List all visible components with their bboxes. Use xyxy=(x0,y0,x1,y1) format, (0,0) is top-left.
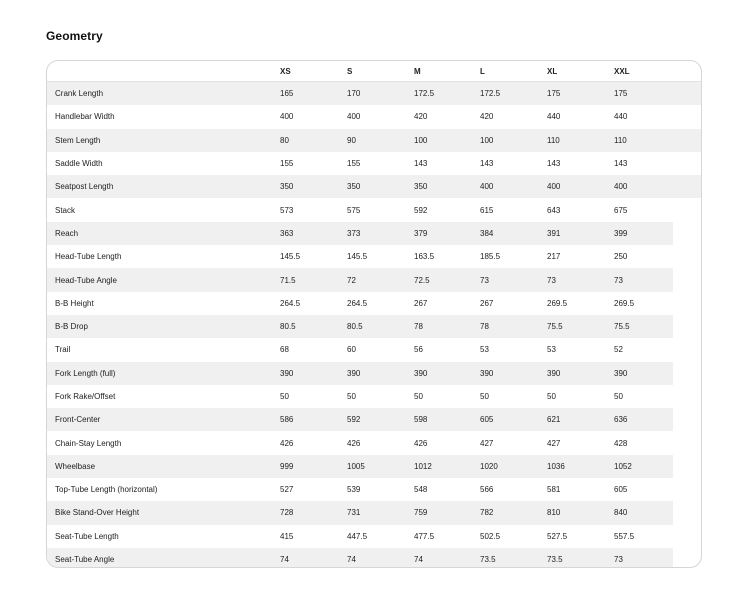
row-value-l: 384 xyxy=(480,228,494,238)
row-value-xs: 426 xyxy=(280,438,294,448)
row-value-l: 100 xyxy=(480,135,494,145)
row-value-m: 143 xyxy=(414,159,428,169)
row-value-m: 100 xyxy=(414,135,428,145)
row-background xyxy=(47,175,702,198)
row-value-xxl: 390 xyxy=(614,368,628,378)
table-row xyxy=(47,501,701,524)
row-value-xxl: 557.5 xyxy=(614,531,635,541)
table-row xyxy=(47,222,701,245)
row-label: Fork Length (full) xyxy=(55,368,116,378)
row-label: Bike Stand-Over Height xyxy=(55,508,140,518)
row-value-l: 267 xyxy=(480,298,494,308)
table-row xyxy=(47,175,701,198)
row-value-l: 427 xyxy=(480,438,494,448)
table-row xyxy=(47,268,701,291)
row-value-xxl: 636 xyxy=(614,415,628,425)
row-value-xs: 728 xyxy=(280,508,294,518)
row-label: B-B Drop xyxy=(55,322,88,332)
row-value-xl: 440 xyxy=(547,112,561,122)
row-value-xs: 80.5 xyxy=(280,322,296,332)
row-value-m: 1012 xyxy=(414,461,432,471)
row-value-l: 73.5 xyxy=(480,555,496,565)
row-label: Head-Tube Length xyxy=(55,252,122,262)
row-value-xl: 427 xyxy=(547,438,561,448)
row-value-xl: 217 xyxy=(547,252,561,262)
row-value-l: 1020 xyxy=(480,461,498,471)
row-label: Wheelbase xyxy=(55,461,96,471)
table-body xyxy=(47,82,701,568)
row-background xyxy=(47,548,673,568)
row-value-xs: 264.5 xyxy=(280,298,301,308)
row-value-xs: 155 xyxy=(280,159,294,169)
table-row xyxy=(47,315,701,338)
row-value-xs: 586 xyxy=(280,415,294,425)
row-value-l: 53 xyxy=(480,345,489,355)
row-value-s: 1005 xyxy=(347,461,365,471)
row-value-l: 502.5 xyxy=(480,531,501,541)
row-value-xxl: 73 xyxy=(614,555,623,565)
row-value-s: 731 xyxy=(347,508,361,518)
table-row xyxy=(47,338,701,361)
row-value-xs: 80 xyxy=(280,135,289,145)
row-value-s: 90 xyxy=(347,135,356,145)
row-value-s: 170 xyxy=(347,89,361,99)
row-value-xs: 50 xyxy=(280,392,289,401)
row-value-xl: 73.5 xyxy=(547,555,563,565)
row-value-xl: 527.5 xyxy=(547,531,568,541)
row-value-xl: 53 xyxy=(547,345,556,355)
row-value-s: 539 xyxy=(347,485,361,495)
row-value-xl: 621 xyxy=(547,415,561,425)
row-value-l: 782 xyxy=(480,508,494,518)
row-label: Top-Tube Length (horizontal) xyxy=(55,485,158,495)
row-label: Seat-Tube Length xyxy=(55,531,119,541)
row-value-s: 264.5 xyxy=(347,298,368,308)
row-value-xxl: 250 xyxy=(614,252,628,262)
row-value-xxl: 75.5 xyxy=(614,322,630,332)
table-row xyxy=(47,362,701,385)
row-value-s: 400 xyxy=(347,112,361,122)
row-value-xs: 390 xyxy=(280,368,294,378)
row-value-m: 74 xyxy=(414,555,423,565)
row-label: Trail xyxy=(55,345,71,355)
table-row xyxy=(47,385,701,408)
row-value-xs: 145.5 xyxy=(280,252,301,262)
row-label: B-B Height xyxy=(55,298,94,308)
table-row xyxy=(47,105,701,128)
row-value-m: 477.5 xyxy=(414,531,435,541)
row-value-xs: 71.5 xyxy=(280,275,296,285)
row-value-xs: 415 xyxy=(280,531,294,541)
row-background xyxy=(47,268,673,291)
row-value-xs: 68 xyxy=(280,345,289,355)
page-title: Geometry xyxy=(46,29,103,43)
row-label: Seatpost Length xyxy=(55,182,114,192)
row-value-m: 420 xyxy=(414,112,428,122)
table-row xyxy=(47,292,701,315)
row-value-xxl: 440 xyxy=(614,112,628,122)
row-value-m: 350 xyxy=(414,182,428,192)
row-value-l: 78 xyxy=(480,322,489,332)
row-value-xl: 400 xyxy=(547,182,561,192)
row-value-l: 605 xyxy=(480,415,494,425)
row-value-l: 400 xyxy=(480,182,494,192)
row-value-m: 426 xyxy=(414,438,428,448)
row-value-xxl: 1052 xyxy=(614,461,632,471)
table-row xyxy=(47,548,701,568)
row-value-l: 73 xyxy=(480,275,489,285)
row-value-xxl: 143 xyxy=(614,159,628,169)
row-background xyxy=(47,82,702,105)
row-value-s: 350 xyxy=(347,182,361,192)
table-row xyxy=(47,82,701,105)
row-value-s: 50 xyxy=(347,392,356,401)
row-value-l: 420 xyxy=(480,112,494,122)
row-value-s: 74 xyxy=(347,555,356,565)
row-value-l: 566 xyxy=(480,485,494,495)
row-value-xl: 643 xyxy=(547,205,561,215)
row-value-xxl: 605 xyxy=(614,485,628,495)
row-value-s: 145.5 xyxy=(347,252,368,262)
row-value-m: 163.5 xyxy=(414,252,435,262)
row-label: Head-Tube Angle xyxy=(55,275,117,285)
row-value-xl: 175 xyxy=(547,89,561,99)
row-value-xl: 73 xyxy=(547,275,556,285)
row-value-xxl: 52 xyxy=(614,345,623,355)
row-value-xl: 390 xyxy=(547,368,561,378)
header-cell-xs: XS xyxy=(280,66,291,76)
row-value-m: 172.5 xyxy=(414,89,435,99)
row-value-s: 426 xyxy=(347,438,361,448)
row-value-m: 598 xyxy=(414,415,428,425)
geometry-table[interactable] xyxy=(46,60,702,568)
row-value-xl: 581 xyxy=(547,485,561,495)
row-value-m: 390 xyxy=(414,368,428,378)
row-value-xxl: 428 xyxy=(614,438,628,448)
row-value-xs: 527 xyxy=(280,485,294,495)
row-value-xxl: 840 xyxy=(614,508,628,518)
row-value-xs: 400 xyxy=(280,112,294,122)
table-row xyxy=(47,152,701,175)
table-row xyxy=(47,198,701,221)
row-value-xxl: 110 xyxy=(614,135,627,145)
row-value-l: 172.5 xyxy=(480,89,501,99)
row-value-s: 72 xyxy=(347,275,356,285)
row-value-xs: 165 xyxy=(280,89,294,99)
row-value-s: 447.5 xyxy=(347,531,368,541)
header-cell-xxl: XXL xyxy=(614,66,630,76)
table-header-row xyxy=(47,61,701,82)
row-value-m: 50 xyxy=(414,392,423,401)
table-row xyxy=(47,478,701,501)
row-label: Seat-Tube Angle xyxy=(55,555,115,565)
row-label: Front-Center xyxy=(55,415,101,425)
row-value-m: 56 xyxy=(414,345,423,355)
row-background xyxy=(47,105,702,128)
row-value-s: 390 xyxy=(347,368,361,378)
row-value-xxl: 399 xyxy=(614,228,628,238)
row-label: Fork Rake/Offset xyxy=(55,392,116,401)
table-row xyxy=(47,408,701,431)
row-value-l: 185.5 xyxy=(480,252,501,262)
row-value-s: 373 xyxy=(347,228,361,238)
row-value-l: 390 xyxy=(480,368,494,378)
row-value-l: 50 xyxy=(480,392,489,401)
row-background xyxy=(47,385,673,408)
table-row xyxy=(47,455,701,478)
row-value-xs: 350 xyxy=(280,182,294,192)
row-value-m: 759 xyxy=(414,508,428,518)
header-cell-m: M xyxy=(414,66,421,76)
row-value-xs: 573 xyxy=(280,205,294,215)
row-label: Chain-Stay Length xyxy=(55,438,122,448)
row-value-xs: 999 xyxy=(280,461,294,471)
row-value-xl: 1036 xyxy=(547,461,565,471)
row-value-m: 592 xyxy=(414,205,428,215)
row-label: Reach xyxy=(55,228,79,238)
row-value-xxl: 73 xyxy=(614,275,623,285)
row-value-xxl: 400 xyxy=(614,182,628,192)
row-value-xs: 363 xyxy=(280,228,294,238)
row-value-xl: 810 xyxy=(547,508,561,518)
row-value-s: 80.5 xyxy=(347,322,363,332)
table-row xyxy=(47,525,701,548)
row-value-xl: 143 xyxy=(547,159,561,169)
row-value-l: 143 xyxy=(480,159,494,169)
row-background xyxy=(47,152,702,175)
row-value-xl: 110 xyxy=(547,135,560,145)
row-label: Stem Length xyxy=(55,135,101,145)
table-row xyxy=(47,431,701,454)
row-value-xl: 50 xyxy=(547,392,556,401)
row-value-xl: 391 xyxy=(547,228,561,238)
row-label: Handlebar Width xyxy=(55,112,115,122)
header-cell-xl: XL xyxy=(547,66,558,76)
row-value-m: 78 xyxy=(414,322,423,332)
row-value-l: 615 xyxy=(480,205,494,215)
header-cell-l: L xyxy=(480,66,485,76)
row-label: Crank Length xyxy=(55,89,104,99)
row-value-m: 72.5 xyxy=(414,275,430,285)
row-value-s: 575 xyxy=(347,205,361,215)
row-value-xl: 75.5 xyxy=(547,322,563,332)
row-value-xxl: 269.5 xyxy=(614,298,635,308)
row-value-s: 155 xyxy=(347,159,361,169)
row-value-xs: 74 xyxy=(280,555,289,565)
row-label: Saddle Width xyxy=(55,159,103,169)
row-value-xl: 269.5 xyxy=(547,298,568,308)
table-row xyxy=(47,129,701,152)
row-value-xxl: 675 xyxy=(614,205,628,215)
row-value-xxl: 50 xyxy=(614,392,623,401)
table-row xyxy=(47,245,701,268)
row-value-m: 379 xyxy=(414,228,428,238)
row-label: Stack xyxy=(55,205,76,215)
row-value-m: 548 xyxy=(414,485,428,495)
row-value-m: 267 xyxy=(414,298,428,308)
row-background xyxy=(47,129,702,152)
header-cell-s: S xyxy=(347,66,353,76)
row-background xyxy=(47,198,702,221)
row-background xyxy=(47,338,673,361)
row-value-s: 592 xyxy=(347,415,361,425)
row-value-xxl: 175 xyxy=(614,89,628,99)
row-value-s: 60 xyxy=(347,345,356,355)
